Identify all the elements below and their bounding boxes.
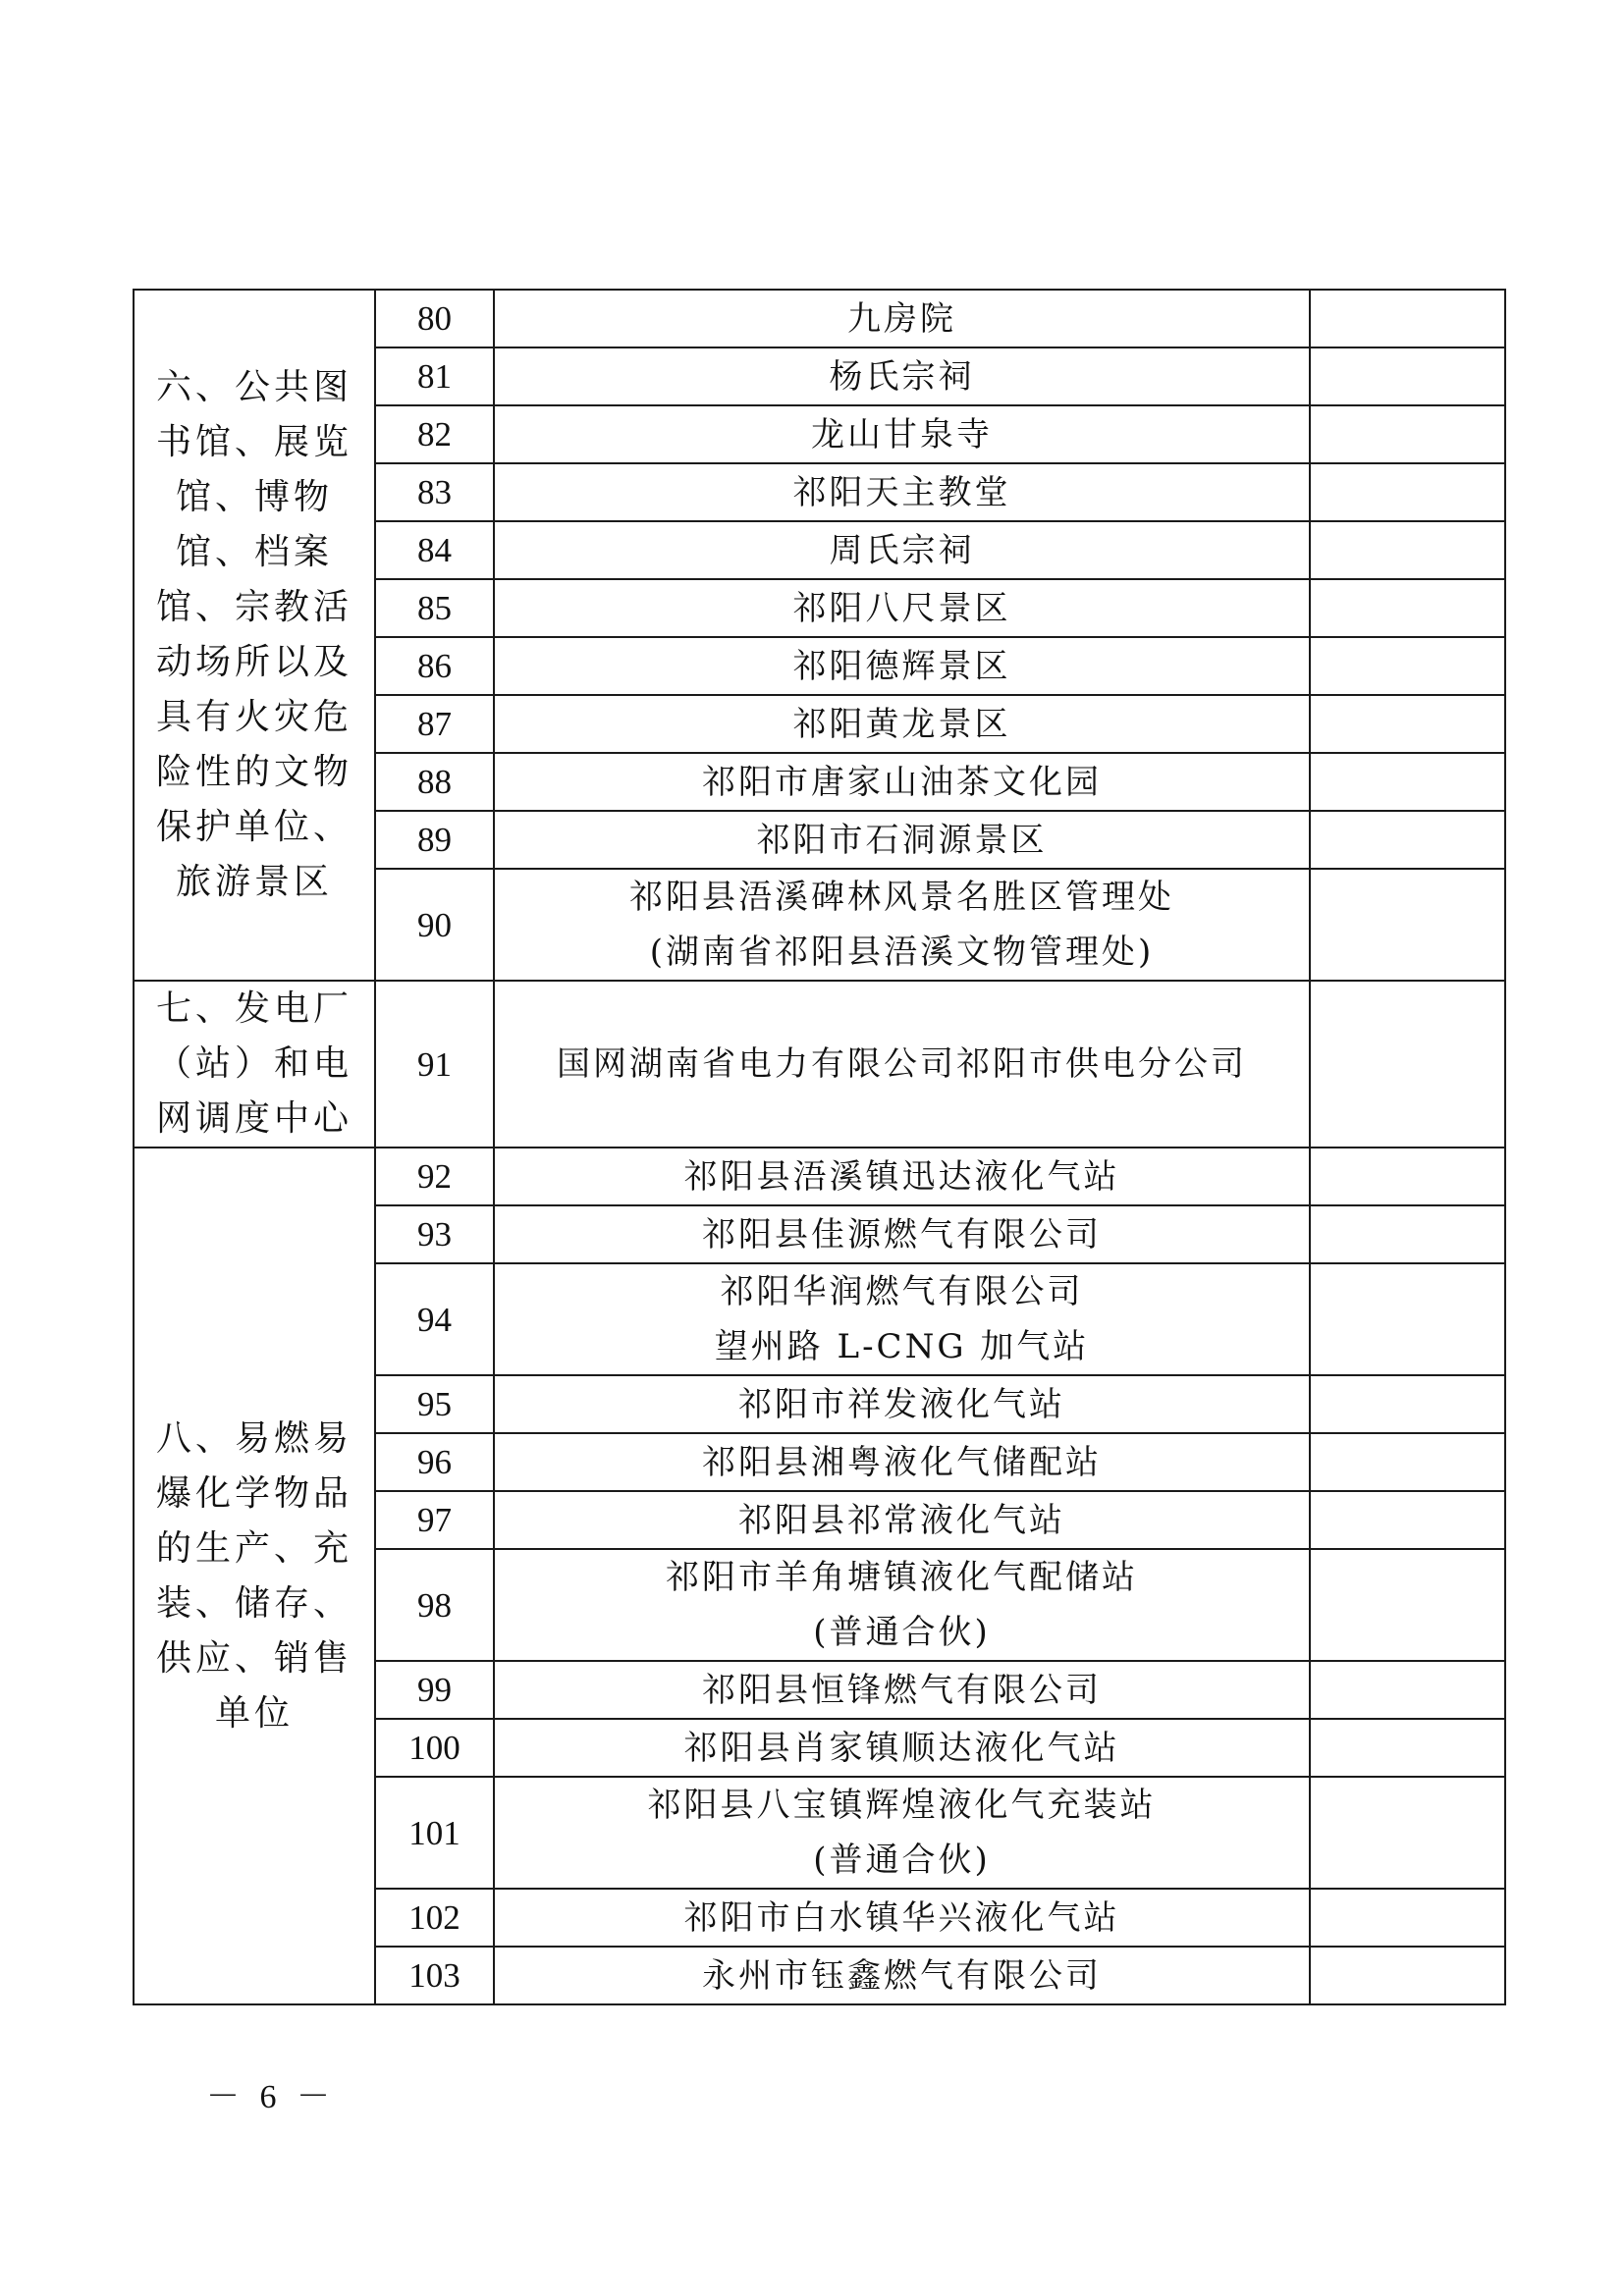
row-number-cell: 91 xyxy=(375,981,494,1148)
unit-name-line: 杨氏宗祠 xyxy=(829,356,975,397)
unit-name-line: 祁阳县祁常液化气站 xyxy=(738,1500,1065,1540)
unit-name-line: 祁阳县湘粤液化气储配站 xyxy=(702,1442,1102,1482)
remarks-cell xyxy=(1310,1263,1505,1375)
unit-name-line: 祁阳市唐家山油茶文化园 xyxy=(702,762,1102,802)
row-number-cell: 84 xyxy=(375,521,494,579)
remarks-cell xyxy=(1310,811,1505,869)
unit-name-line: 祁阳黄龙景区 xyxy=(792,704,1011,744)
table-row xyxy=(134,1148,1505,1205)
unit-name-cell xyxy=(494,521,1310,579)
remarks-cell xyxy=(1310,1205,1505,1263)
row-number-cell: 82 xyxy=(375,405,494,463)
unit-name-line: 龙山甘泉寺 xyxy=(811,414,993,454)
remarks-cell xyxy=(1310,1491,1505,1549)
unit-name-cell xyxy=(494,695,1310,753)
row-number-cell: 80 xyxy=(375,290,494,347)
unit-name-line: 祁阳市祥发液化气站 xyxy=(738,1384,1065,1424)
unit-name-cell xyxy=(494,753,1310,811)
unit-name-cell xyxy=(494,869,1310,981)
row-number-cell: 98 xyxy=(375,1549,494,1661)
unit-name-cell xyxy=(494,811,1310,869)
unit-name-cell xyxy=(494,1375,1310,1433)
unit-name-line: 国网湖南省电力有限公司祁阳市供电分公司 xyxy=(557,1044,1247,1084)
unit-name-line: 祁阳市羊角塘镇液化气配储站 xyxy=(666,1558,1138,1597)
remarks-cell xyxy=(1310,405,1505,463)
row-number-cell: 101 xyxy=(375,1777,494,1889)
unit-name-line: (普通合伙) xyxy=(813,1841,991,1880)
unit-name-cell xyxy=(494,579,1310,637)
category-cell: 六、公共图书馆、展览馆、博物馆、档案馆、宗教活动场所以及具有火灾危险性的文物保护单位、旅游景区 xyxy=(134,290,375,981)
unit-name-line: 永州市钰鑫燃气有限公司 xyxy=(702,1955,1102,1996)
row-number-cell: 96 xyxy=(375,1433,494,1491)
row-number-cell: 95 xyxy=(375,1375,494,1433)
remarks-cell xyxy=(1310,1947,1505,2004)
row-number-cell: 100 xyxy=(375,1719,494,1777)
remarks-cell xyxy=(1310,1719,1505,1777)
unit-name-cell xyxy=(494,1491,1310,1549)
unit-name-line: 祁阳县浯溪碑林风景名胜区管理处 xyxy=(629,878,1174,917)
unit-name-cell xyxy=(494,1148,1310,1205)
remarks-cell xyxy=(1310,981,1505,1148)
row-number-cell: 92 xyxy=(375,1148,494,1205)
category-cell: 八、易燃易爆化学物品的生产、充装、储存、供应、销售单位 xyxy=(134,1148,375,2004)
table-body xyxy=(134,290,1505,2004)
remarks-cell xyxy=(1310,463,1505,521)
unit-name-line: 祁阳华润燃气有限公司 xyxy=(720,1272,1084,1311)
unit-name-line: 祁阳县恒锋燃气有限公司 xyxy=(702,1670,1102,1710)
page-number: － 6 － xyxy=(206,2079,336,2115)
remarks-cell xyxy=(1310,753,1505,811)
unit-name-cell xyxy=(494,1205,1310,1263)
unit-name-line: 祁阳县八宝镇辉煌液化气充装站 xyxy=(647,1786,1157,1825)
remarks-cell xyxy=(1310,1661,1505,1719)
row-number-cell: 87 xyxy=(375,695,494,753)
unit-name-cell xyxy=(494,1433,1310,1491)
remarks-cell xyxy=(1310,521,1505,579)
unit-name-cell xyxy=(494,1263,1310,1375)
row-number-cell: 88 xyxy=(375,753,494,811)
unit-name-cell xyxy=(494,1947,1310,2004)
unit-list-table xyxy=(133,289,1506,2005)
remarks-cell xyxy=(1310,695,1505,753)
unit-name-cell xyxy=(494,405,1310,463)
row-number-cell: 99 xyxy=(375,1661,494,1719)
remarks-cell xyxy=(1310,1549,1505,1661)
row-number-cell: 85 xyxy=(375,579,494,637)
row-number-cell: 81 xyxy=(375,347,494,405)
unit-name-line: 祁阳市白水镇华兴液化气站 xyxy=(683,1897,1120,1938)
unit-name-cell xyxy=(494,290,1310,347)
unit-name-cell xyxy=(494,1777,1310,1889)
row-number-cell: 86 xyxy=(375,637,494,695)
unit-name-line: 周氏宗祠 xyxy=(829,530,975,570)
unit-name-cell xyxy=(494,463,1310,521)
remarks-cell xyxy=(1310,1889,1505,1947)
unit-name-line: 望州路 L-CNG 加气站 xyxy=(714,1327,1090,1366)
remarks-cell xyxy=(1310,637,1505,695)
category-cell: 七、发电厂（站）和电网调度中心 xyxy=(134,981,375,1148)
remarks-cell xyxy=(1310,1777,1505,1889)
remarks-cell xyxy=(1310,1375,1505,1433)
unit-name-cell xyxy=(494,1661,1310,1719)
unit-name-line: 祁阳县浯溪镇迅达液化气站 xyxy=(683,1156,1120,1197)
row-number-cell: 93 xyxy=(375,1205,494,1263)
unit-name-line: 祁阳八尺景区 xyxy=(792,588,1011,628)
row-number-cell: 83 xyxy=(375,463,494,521)
row-number-cell: 97 xyxy=(375,1491,494,1549)
unit-name-line: (普通合伙) xyxy=(813,1613,991,1652)
unit-name-line: 祁阳德辉景区 xyxy=(792,646,1011,686)
unit-name-line: 九房院 xyxy=(847,298,956,339)
unit-name-cell xyxy=(494,347,1310,405)
unit-name-cell xyxy=(494,1719,1310,1777)
table-row xyxy=(134,981,1505,1148)
remarks-cell xyxy=(1310,347,1505,405)
row-number-cell: 103 xyxy=(375,1947,494,2004)
remarks-cell xyxy=(1310,290,1505,347)
unit-name-line: (湖南省祁阳县浯溪文物管理处) xyxy=(649,933,1155,972)
remarks-cell xyxy=(1310,1433,1505,1491)
remarks-cell xyxy=(1310,1148,1505,1205)
row-number-cell: 90 xyxy=(375,869,494,981)
unit-name-cell xyxy=(494,637,1310,695)
unit-name-line: 祁阳天主教堂 xyxy=(792,472,1011,512)
unit-name-line: 祁阳市石洞源景区 xyxy=(756,820,1048,860)
row-number-cell: 94 xyxy=(375,1263,494,1375)
row-number-cell: 89 xyxy=(375,811,494,869)
unit-name-line: 祁阳县肖家镇顺达液化气站 xyxy=(683,1728,1120,1768)
unit-name-cell xyxy=(494,1549,1310,1661)
remarks-cell xyxy=(1310,579,1505,637)
unit-name-line: 祁阳县佳源燃气有限公司 xyxy=(702,1214,1102,1255)
remarks-cell xyxy=(1310,869,1505,981)
row-number-cell: 102 xyxy=(375,1889,494,1947)
unit-name-cell xyxy=(494,1889,1310,1947)
table-row xyxy=(134,290,1505,347)
unit-name-cell xyxy=(494,981,1310,1148)
